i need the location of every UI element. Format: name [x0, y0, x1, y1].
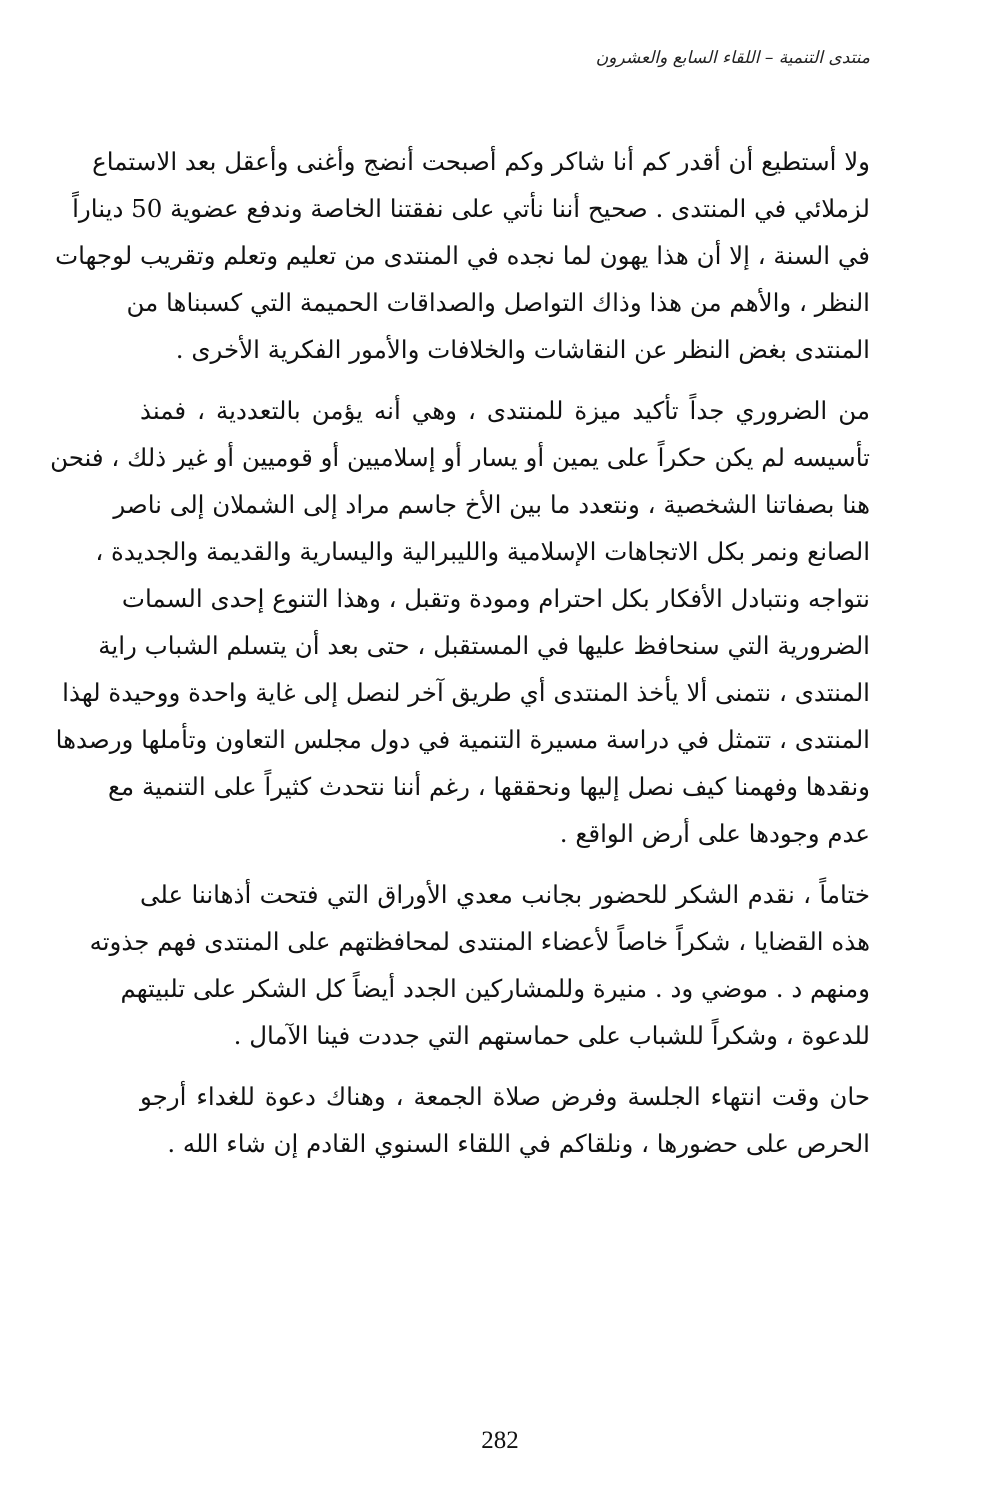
text-line: لزملائي في المنتدى . صحيح أننا نأتي على نفقتنا الخاصة وندفع عضوية 50 ديناراً: [72, 194, 870, 223]
text-line: للدعوة ، وشكراً للشباب على حماستهم التي جددت فينا الآمال .: [233, 1021, 870, 1050]
text-line: هذه القضايا ، شكراً خاصاً لأعضاء المنتدى لمحافظتهم على المنتدى فهم جذوته: [89, 927, 870, 956]
text-line: الصانع ونمر بكل الاتجاهات الإسلامية والليبرالية واليسارية والقديمة والجديدة ،: [95, 537, 870, 566]
text-line: ختاماً ، نقدم الشكر للحضور بجانب معدي الأوراق التي فتحت أذهاننا على: [140, 880, 870, 909]
text-line: النظر ، والأهم من هذا وذاك التواصل والصداقات الحميمة التي كسبناها من: [126, 288, 870, 317]
text-line: عدم وجودها على أرض الواقع .: [559, 819, 870, 848]
text-line: هنا بصفاتنا الشخصية ، ونتعدد ما بين الأخ جاسم مراد إلى الشملان إلى ناصر: [113, 490, 870, 519]
text-line: المنتدى ، نتمنى ألا يأخذ المنتدى أي طريق آخر لنصل إلى غاية واحدة ووحيدة لهذا: [62, 678, 870, 707]
paragraph-3: [89, 871, 870, 1059]
text-line: في السنة ، إلا أن هذا يهون لما نجده في المنتدى من تعليم وتعلم وتقريب لوجهات: [55, 241, 870, 270]
paragraph-1: [55, 138, 870, 373]
paragraph-2: [50, 387, 870, 857]
text-line: ومنهم د . موضي ود . منيرة وللمشاركين الجدد أيضاً كل الشكر على تلبيتهم: [120, 974, 870, 1003]
text-line: المنتدى بغض النظر عن النقاشات والخلافات والأمور الفكرية الأخرى .: [175, 335, 870, 364]
text-line: تأسيسه لم يكن حكراً على يمين أو يسار أو إسلاميين أو قوميين أو غير ذلك ، فنحن: [50, 443, 870, 472]
text-line: المنتدى ، تتمثل في دراسة مسيرة التنمية في دول مجلس التعاون وتأملها ورصدها: [55, 725, 870, 754]
text-line: الضرورية التي سنحافظ عليها في المستقبل ، حتى بعد أن يتسلم الشباب راية: [98, 631, 870, 660]
running-header: منتدى التنمية – اللقاء السابع والعشرون: [595, 48, 870, 68]
paragraph-4: [140, 1073, 870, 1167]
text-line: الحرص على حضورها ، ونلقاكم في اللقاء السنوي القادم إن شاء الله .: [167, 1129, 870, 1158]
text-line: حان وقت انتهاء الجلسة وفرض صلاة الجمعة ، وهناك دعوة للغداء أرجو: [140, 1082, 870, 1111]
text-line: ولا أستطيع أن أقدر كم أنا شاكر وكم أصبحت أنضج وأغنى وأعقل بعد الاستماع: [92, 147, 870, 176]
text-line: من الضروري جداً تأكيد ميزة للمنتدى ، وهي أنه يؤمن بالتعددية ، فمنذ: [140, 396, 870, 425]
body-text: [50, 138, 870, 1181]
page-number: 282: [481, 1427, 519, 1454]
text-line: نتواجه ونتبادل الأفكار بكل احترام ومودة وتقبل ، وهذا التنوع إحدى السمات: [121, 584, 870, 613]
text-line: ونقدها وفهمنا كيف نصل إليها ونحققها ، رغم أننا نتحدث كثيراً على التنمية مع: [108, 772, 870, 801]
